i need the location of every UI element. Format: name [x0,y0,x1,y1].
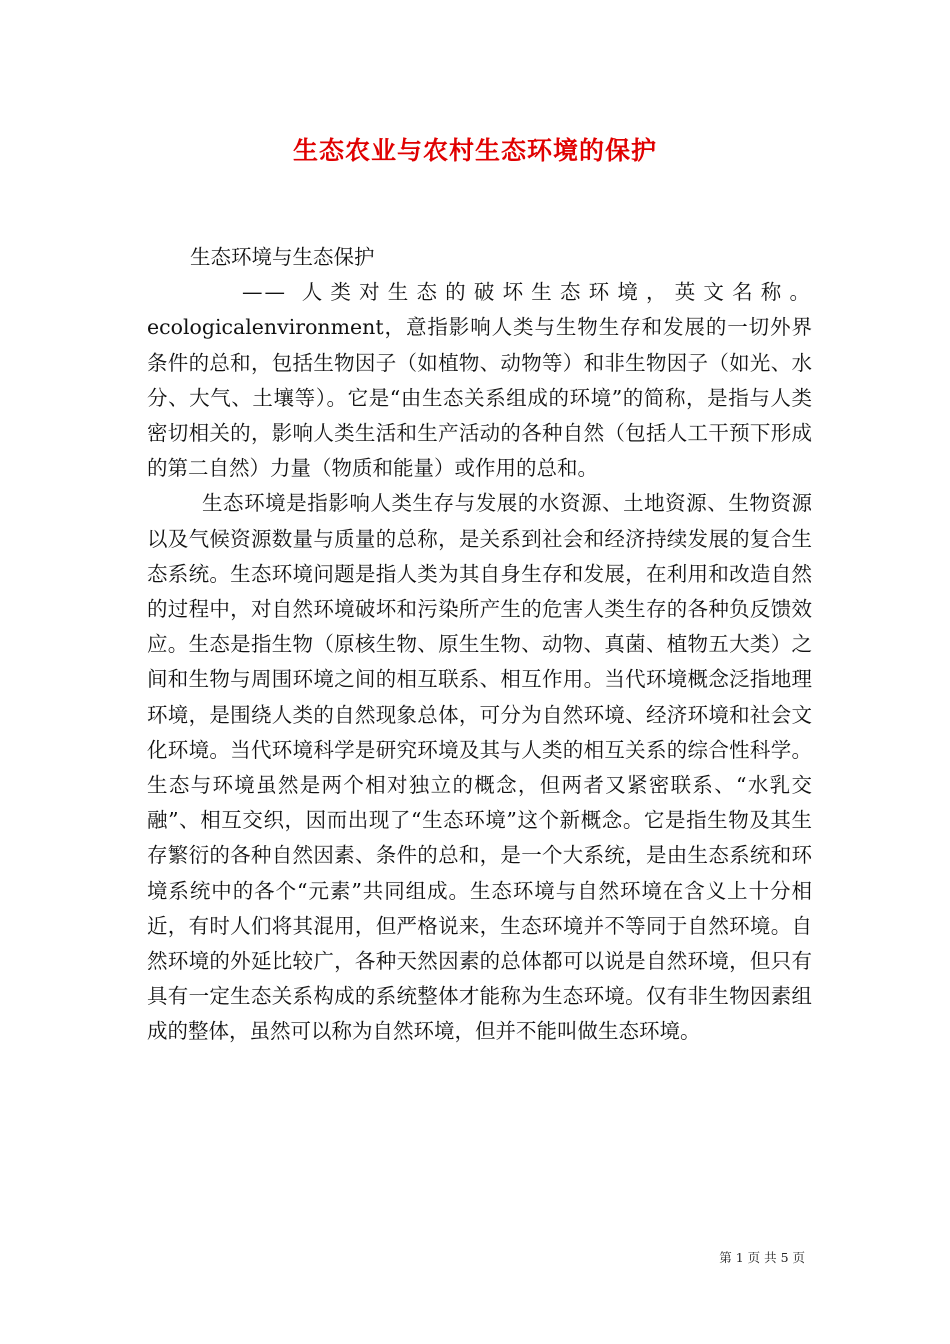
dash-line: —— 人类对生态的破坏生态环境，英文名称。 [242,280,812,305]
document-body [147,240,812,1050]
paragraph-2: 生态环境是指影响人类生存与发展的水资源、土地资源、生物资源以及气候资源数量与质量的总称，是关系到社会和经济持续发展的复合生态系统。生态环境问题是指人类为其自身生存和发展，在利用和改造自然的过程中，对自然环境破坏和污染所产生的危害人类生存的各种负反馈效应。生态是指生物（原核生物、原生生物、动物、真菌、植物五大类）之间和生物与周围环境之间的相互联系、相互作用。当代环境概念泛指地理环境，是围绕人类的自然现象总体，可分为自然环境、经济环境和社会文化环境。当代环境科学是研究环境及其与人类的相互关系的综合性科学。生态与环境虽然是两个相对独立的概念，但两者又紧密联系、“水乳交融”、相互交织，因而出现了“生态环境”这个新概念。它是指生物及其生存繁衍的各种自然因素、条件的总和，是一个大系统，是由生态系统和环境系统中的各个“元素”共同组成。生态环境与自然环境在含义上十分相近，有时人们将其混用，但严格说来，生态环境并不等同于自然环境。自然环境的外延比较广，各种天然因素的总体都可以说是自然环境，但只有具有一定生态关系构成的系统整体才能称为生态环境。仅有非生物因素组成的整体，虽然可以称为自然环境，但并不能叫做生态环境。 [147,491,812,1044]
paragraph-1: ecologicalenvironment，意指影响人类与生物生存和发展的一切外界条件的总和，包括生物因子（如植物、动物等）和非生物因子（如光、水分、大气、土壤等）。它是“由生态关系组成的环境”的简称，是指与人类密切相关的，影响人类生活和生产活动的各种自然（包括人工干预下形成的第二自然）力量（物质和能量）或作用的总和。 [147,315,812,481]
subheading: 生态环境与生态保护 [190,245,375,269]
document-title: 生态农业与农村生态环境的保护 [292,136,657,165]
page-number: 第 1 页 共 5 页 [719,1250,805,1265]
